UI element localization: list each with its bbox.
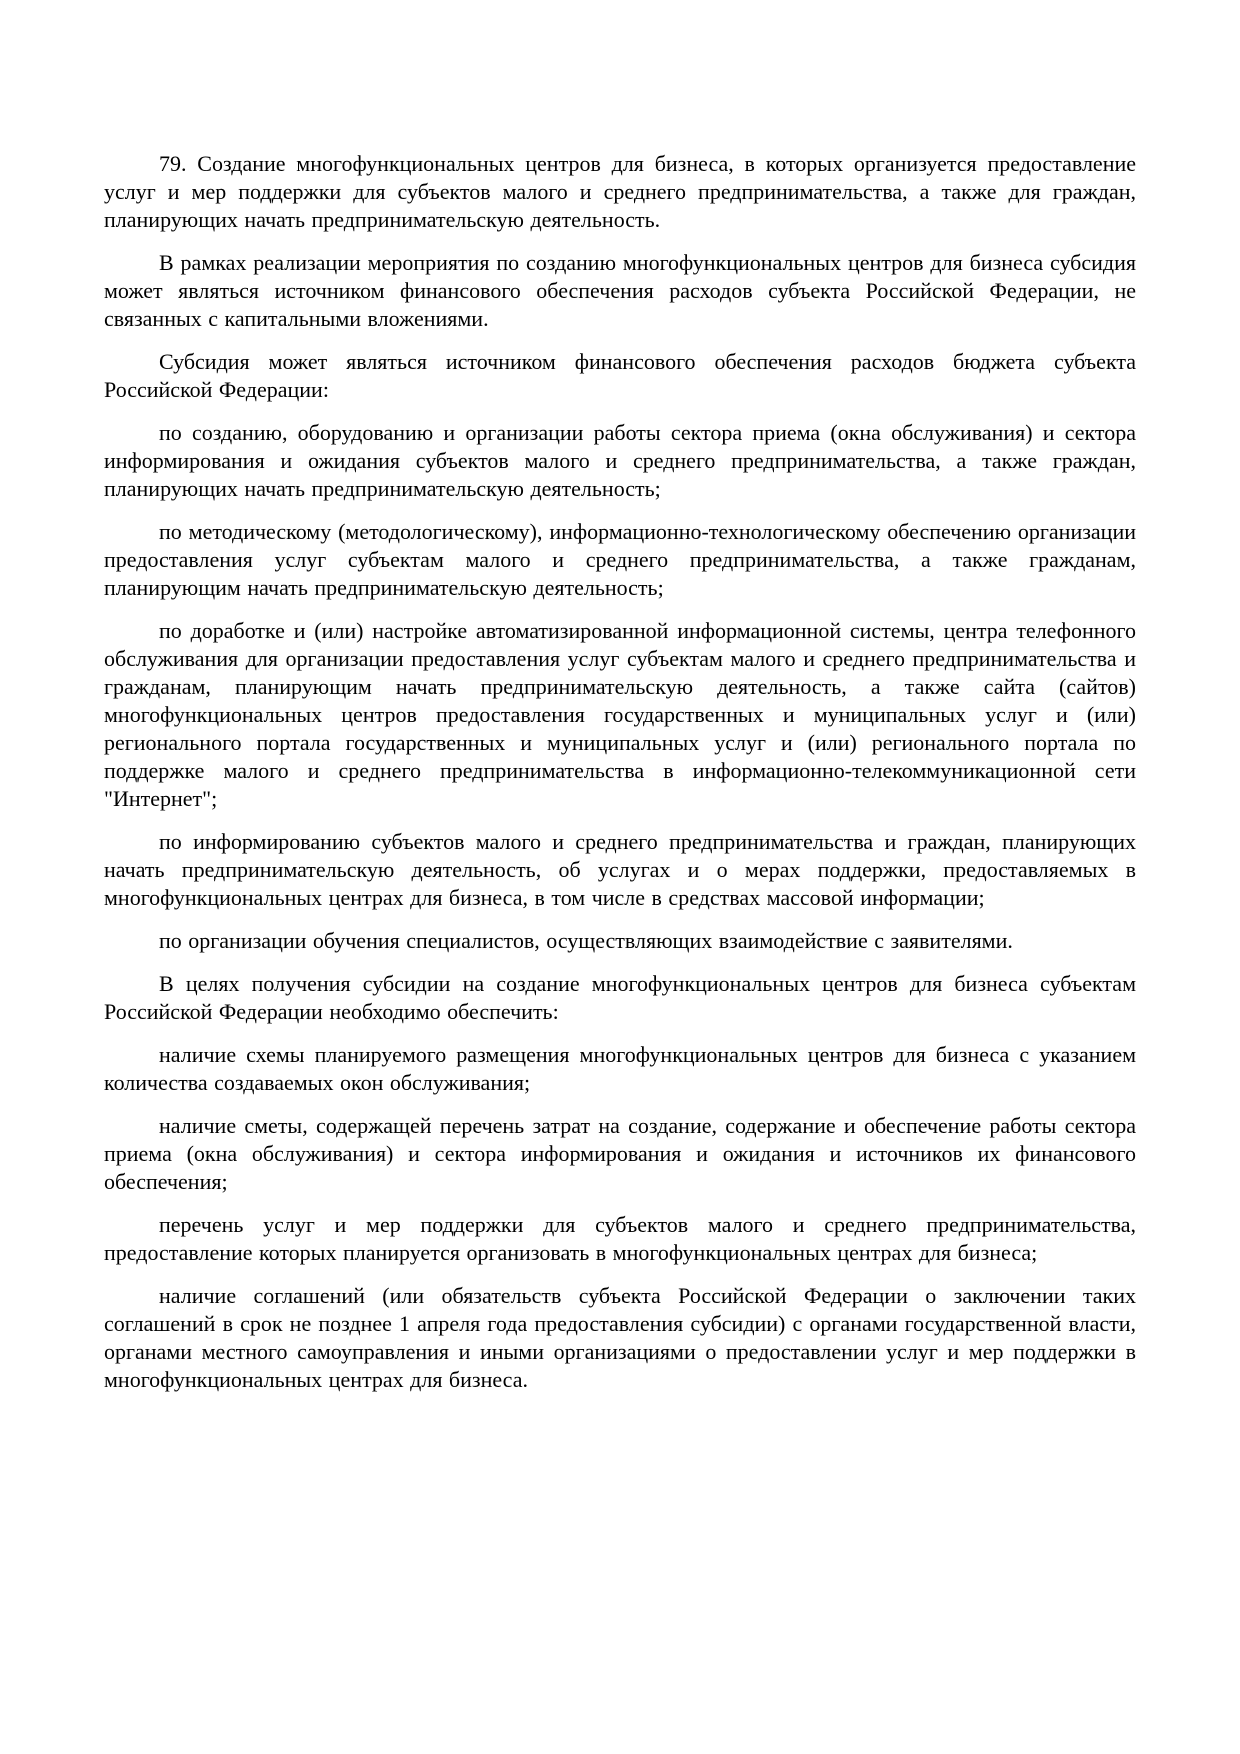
paragraph-5: по методическому (методологическому), информационно-технологическому обеспечению организации предоставления услуг субъектам малого и среднего предпринимательства, а также гражданам, планирующим начать предпринимательскую деятельность;: [104, 519, 1136, 600]
paragraph-4: по созданию, оборудованию и организации работы сектора приема (окна обслуживания) и сектора информирования и ожидания субъектов малого и среднего предпринимательства, а также граждан, планирующих начать предпринимательскую деятельность;: [104, 420, 1136, 501]
paragraph-12: перечень услуг и мер поддержки для субъектов малого и среднего предпринимательства, предоставление которых планируется организовать в многофункциональных центрах для бизнеса;: [104, 1212, 1136, 1265]
paragraph-8: по организации обучения специалистов, осуществляющих взаимодействие с заявителями.: [159, 928, 1013, 953]
paragraph-2: В рамках реализации мероприятия по созданию многофункциональных центров для бизнеса субсидия может являться источником финансового обеспечения расходов субъекта Российской Федерации, не связанных с капитальными вложениями.: [104, 250, 1136, 331]
paragraph-6: по доработке и (или) настройке автоматизированной информационной системы, центра телефонного обслуживания для организации предоставления услуг субъектам малого и среднего предпринимательства и гражданам, планирующим начать предпринимательскую деятельность, а также сайта (сайтов) многофункциональных центров предоставления государственных и муниципальных услуг и (или) регионального портала государственных и муниципальных услуг и (или) регионального портала по поддержке малого и среднего предпринимательства в информационно-телекоммуникационной сети "Интернет";: [104, 618, 1136, 811]
paragraph-13: наличие соглашений (или обязательств субъекта Российской Федерации о заключении таких соглашений в срок не позднее 1 апреля года предоставления субсидии) с органами государственной власти, органами местного самоуправления и иными организациями о предоставлении услуг и мер поддержки в многофункциональных центрах для бизнеса.: [104, 1283, 1136, 1392]
paragraph-3: Субсидия может являться источником финансового обеспечения расходов бюджета субъекта Российской Федерации:: [104, 349, 1136, 402]
paragraph-10: наличие схемы планируемого размещения многофункциональных центров для бизнеса с указанием количества создаваемых окон обслуживания;: [104, 1042, 1136, 1095]
paragraph-7: по информированию субъектов малого и среднего предпринимательства и граждан, планирующих начать предпринимательскую деятельность, об услугах и о мерах поддержки, предоставляемых в многофункциональных центрах для бизнеса, в том числе в средствах массовой информации;: [104, 829, 1136, 910]
paragraph-1: 79. Создание многофункциональных центров для бизнеса, в которых организуется предоставление услуг и мер поддержки для субъектов малого и среднего предпринимательства, а также для граждан, планирующих начать предпринимательскую деятельность.: [104, 151, 1136, 232]
paragraph-11: наличие сметы, содержащей перечень затрат на создание, содержание и обеспечение работы сектора приема (окна обслуживания) и сектора информирования и ожидания и источников их финансового обеспечения;: [104, 1113, 1136, 1194]
paragraph-9: В целях получения субсидии на создание многофункциональных центров для бизнеса субъектам Российской Федерации необходимо обеспечить:: [104, 971, 1136, 1024]
document-body: [104, 150, 1136, 1394]
